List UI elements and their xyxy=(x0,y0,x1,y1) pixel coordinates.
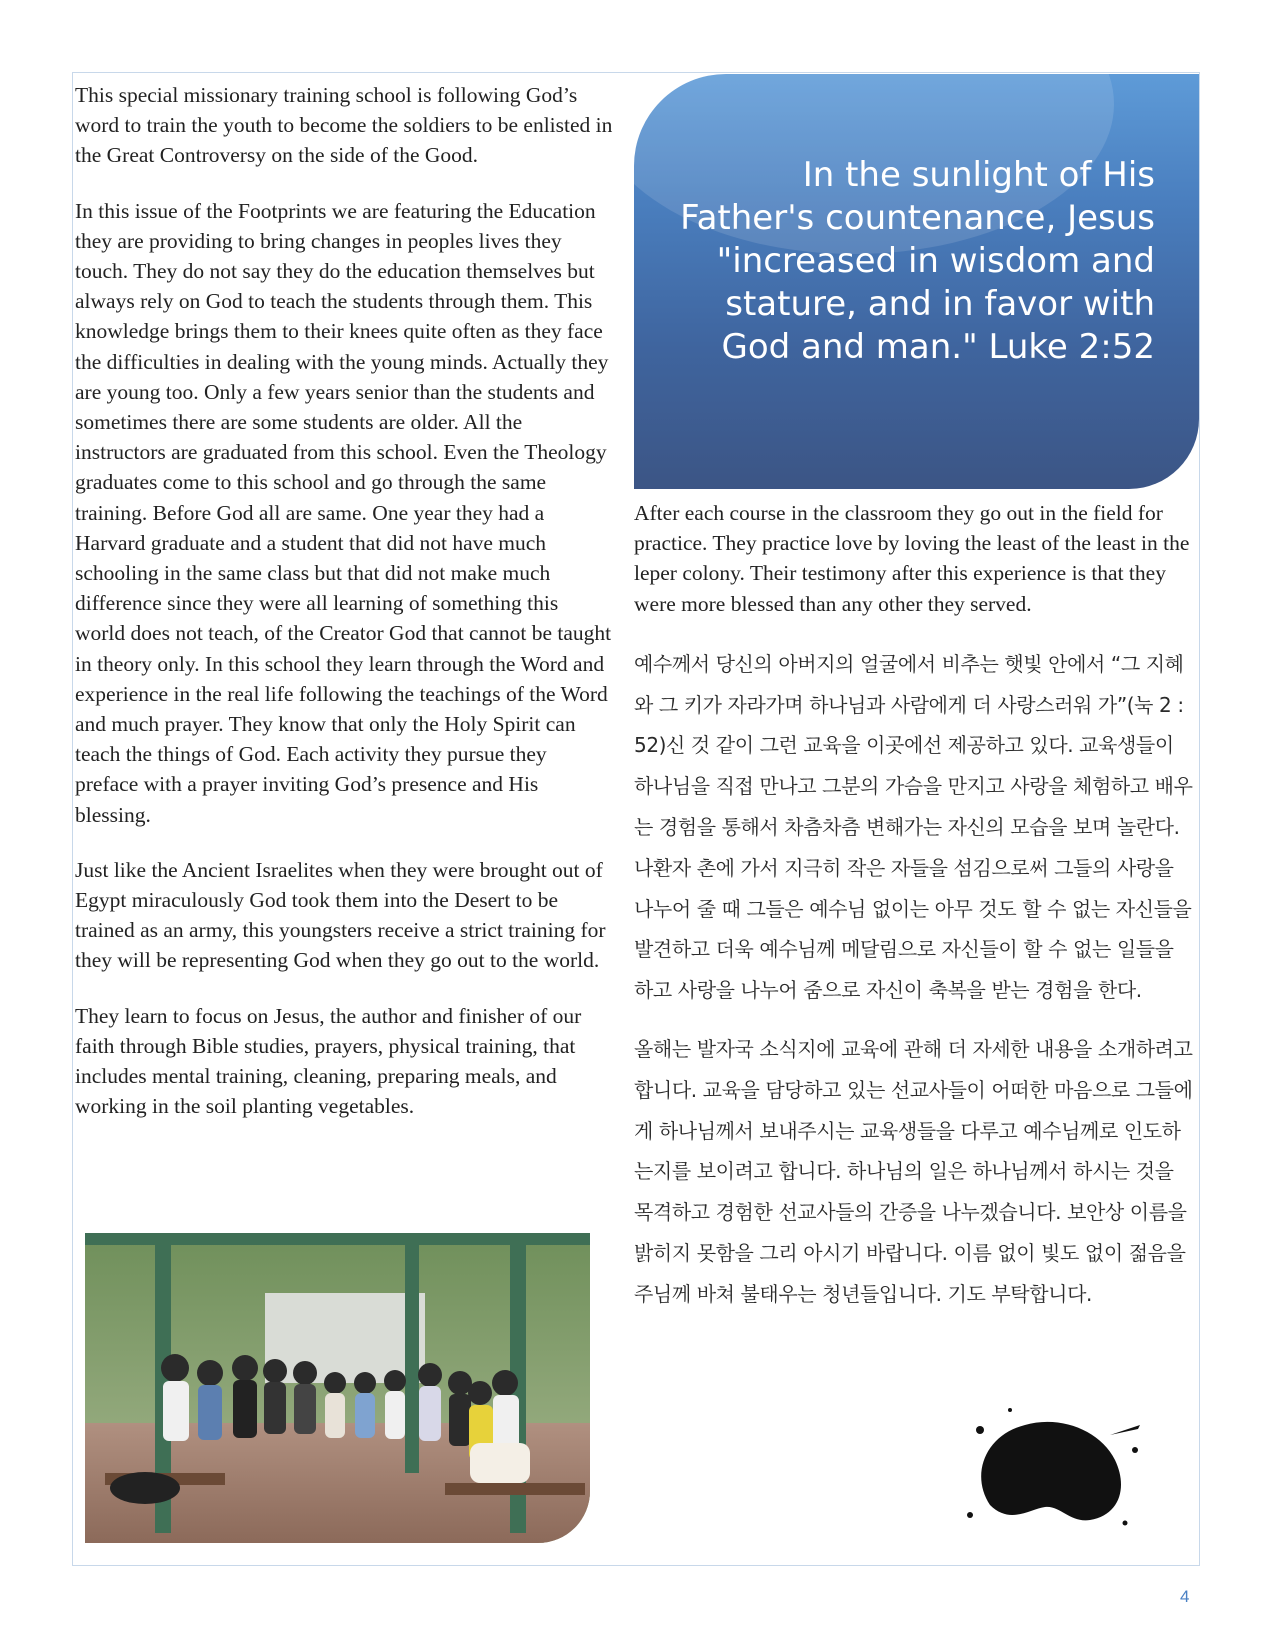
group-photo xyxy=(85,1233,590,1543)
ink-splash-decoration xyxy=(950,1395,1150,1535)
left-column xyxy=(75,80,613,1147)
right-column xyxy=(634,498,1194,1333)
korean-paragraph-education: 예수께서 당신의 아버지의 얼굴에서 비추는 햇빛 안에서 “그 지혜와 그 키가 자라가며 하나님과 사람에게 더 사랑스러워 가”(눅 2 : 52)신 것 같이 그런 교육을 이곳에선 제공하고 있다. 교육생들이 하나님을 직접 만나고 그분의 가슴을 만지고 사랑을 체험하고 배우는 경험을 통해서 차츰차츰 변해가는 자신의 모습을 보며 놀란다. 나환자 촌에 가서 지극히 작은 자들을 섬김으로써 그들의 사랑을 나누어 줄 때 그들은 예수님 없이는 아무 것도 할 수 없는 자신들을 발견하고 더욱 예수님께 메달림으로 자신들이 할 수 없는 일들을 하고 사랑을 나누어 줌으로 자신이 축복을 받는 경험을 한다. xyxy=(634,651,1193,1003)
page-number: 4 xyxy=(1180,1587,1190,1606)
pull-quote-box xyxy=(634,74,1199,489)
group-photo-image xyxy=(85,1233,590,1543)
paragraph-intro: This special missionary training school is following God’s word to train the youth to become the soldiers to be enlisted in the Great Controversy on the side of the Good. xyxy=(75,83,613,168)
pull-quote-text: In the sunlight of His Father's countenance, Jesus "increased in wisdom and stature, and in favor with God and man." Luke 2:52 xyxy=(680,155,1155,367)
paragraph-focus-on-jesus: They learn to focus on Jesus, the author and finisher of our faith through Bible studies, prayers, physical training, that includes mental training, cleaning, preparing meals, and working in the soil planting vegetables. xyxy=(75,1003,582,1119)
paragraph-israelites: Just like the Ancient Israelites when they were brought out of Egypt miraculously God took them into the Desert to be trained as an army, this youngsters receive a strict training for they will be representing God when they go out to the world. xyxy=(75,857,606,973)
paragraph-field-practice: After each course in the classroom they go out in the field for practice. They practice love by loving the least of the least in the leper colony. Their testimony after this experience is that they were more blessed than any other they served. xyxy=(634,501,1190,616)
paragraph-education: In this issue of the Footprints we are featuring the Education they are providing to bring changes in peoples lives they touch. They do not say they do the education themselves but always rely on God to teach the students through them. This knowledge brings them to their knees quite often as they face the difficulties in dealing with the young minds. Actually they are young too. Only a few years senior than the students and sometimes there are some students are older. All the instructors are graduated from this school. Even the Theology graduates come to this school and go through the same training. Before God all are same. One year they had a Harvard graduate and a student that did not have much schooling in the same class but that did not make much difference since they were all learning of something this world does not teach, of the Creator God that cannot be taught in theory only. In this school they learn through the Word and experience in the real life following the teachings of the Word and much prayer. They know that only the Holy Spirit can teach the things of God. Each activity they pursue they preface with a prayer inviting God’s presence and His blessing. xyxy=(75,198,612,827)
korean-paragraph-introduction: 올해는 발자국 소식지에 교육에 관해 더 자세한 내용을 소개하려고 합니다. 교육을 담당하고 있는 선교사들이 어떠한 마음으로 그들에게 하나님께서 보내주시는 교육생들을 다루고 예수님께로 인도하는지를 보이려고 합니다. 하나님의 일은 하나님께서 하시는 것을 목격하고 경험한 선교사들의 간증을 나누겠습니다. 보안상 이름을 밝히지 못함을 그리 아시기 바랍니다. 이름 없이 빛도 없이 젊음을 주님께 바쳐 불태우는 청년들입니다. 기도 부탁합니다. xyxy=(634,1036,1193,1306)
